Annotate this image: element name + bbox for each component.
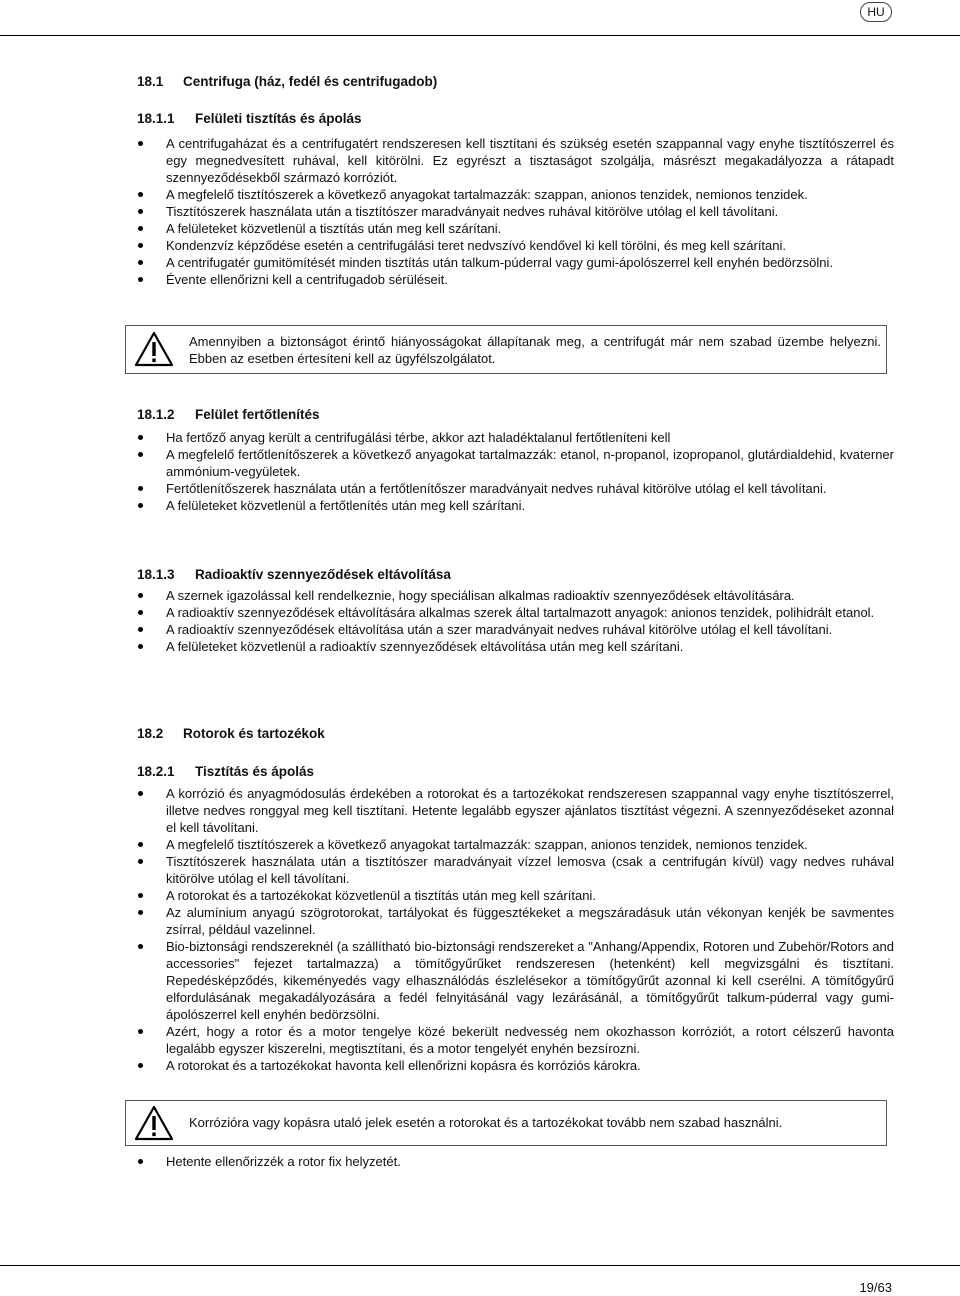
- warning-text: Korrózióra vagy kopásra utaló jelek esetén a rotorokat és a tartozékokat tovább nem szabad használni.: [189, 1115, 783, 1130]
- list-item: A centrifugatér gumitömítését minden tisztítás után talkum-púderral vagy gumi-ápolószerrel kell enyhén bedörzsölni.: [166, 254, 894, 271]
- section-heading-18-2: [137, 725, 325, 742]
- page-number: 19/63: [859, 1280, 892, 1295]
- section-heading-18-1-2: [137, 406, 320, 423]
- section-title: Centrifuga (ház, fedél és centrifugadob): [183, 74, 438, 89]
- list-item: A megfelelő tisztítószerek a következő anyagokat tartalmazzák: szappan, anionos tenzidek, nemionos tenzidek.: [166, 186, 894, 203]
- language-badge: HU: [860, 2, 892, 22]
- section-number: 18.2.1: [137, 764, 175, 779]
- list-item: Hetente ellenőrizzék a rotor fix helyzetét.: [166, 1153, 894, 1170]
- list-item: A centrifugaházat és a centrifugatért rendszeresen kell tisztítani és szükség esetén szappannal vagy enyhe tisztítószerrel és egy megnedvesített ruhával, kell kitörölni. Ez egyrészt a tisztaságot szolgálja, másrészt megakadályozza a rátapadt szennyeződésekből származó korróziót.: [166, 136, 894, 185]
- disinfection-list: [166, 429, 894, 514]
- list-item: Évente ellenőrizni kell a centrifugadob sérüléseit.: [166, 271, 894, 288]
- list-item: A rotorokat és a tartozékokat közvetlenül a tisztítás után meg kell szárítani.: [166, 887, 894, 904]
- section-heading-18-1-1: [137, 110, 362, 127]
- list-item: A megfelelő fertőtlenítőszerek a következő anyagokat tartalmazzák: etanol, n-propanol, izopropanol, glutárdialdehid, kvaterner ammónium-vegyületek.: [166, 447, 894, 479]
- warning-box: [125, 1100, 887, 1146]
- header-rule: [0, 35, 960, 36]
- list-item: Fertőtlenítőszerek használata után a fertőtlenítőszer maradványait nedves ruhával kitörölve utólag el kell távolítani.: [166, 480, 894, 497]
- list-item: Azért, hogy a rotor és a motor tengelye közé bekerült nedvesség nem okozhasson korróziót, a rotort célszerű havonta legalább egyszer kiszerelni, megtisztítani, és a motor tengelyét enyhén bezsírozni.: [166, 1024, 894, 1056]
- warning-box: [125, 325, 887, 374]
- section-heading-18-1-3: [137, 566, 451, 583]
- footer-rule: [0, 1265, 960, 1266]
- list-item: A megfelelő tisztítószerek a következő anyagokat tartalmazzák: szappan, anionos tenzidek, nemionos tenzidek.: [166, 836, 894, 853]
- list-item: Az alumínium anyagú szögrotorokat, tartályokat és függesztékeket a megszáradásuk után vékonyan kenjék be savmentes zsírral, például vazelinnel.: [166, 905, 894, 937]
- radioactive-list: [166, 587, 894, 655]
- section-number: 18.1.2: [137, 407, 175, 422]
- list-item: A korrózió és anyagmódosulás érdekében a rotorokat és a tartozékokat rendszeresen szappannal vagy enyhe tisztítószerrel, illetve nedves ronggyal meg kell tisztítani. Hetente legalább egyszer ajánlatos tisztítást végezni. A szennyeződéseket azonnal el kell távolítani.: [166, 786, 894, 835]
- list-item: Tisztítószerek használata után a tisztítószer maradványait vízzel lemosva (csak a centrifugán kívül) vagy nedves ruhával kitörölve utólag el kell távolítani.: [166, 854, 894, 886]
- section-number: 18.1.1: [137, 111, 175, 126]
- list-item: Bio-biztonsági rendszereknél (a szállítható bio-biztonsági rendszereket a "Anhang/Appendix, Rotoren und Zubehör/Rotors and accessories" fejezet tartalmazza) a tömítőgyűrűket rendszeresen (hetenként) kell megvizsgálni és tisztítani. Repedésképződés, kikeményedés vagy elhasználódás észlelésekor a tömítőgyűrűt azonnal ki kell cserélni. A tömítőgyűrű elfordulásának megakadályozására a fedél felnyitásánál vagy lezárásánál, a tömítőgyűrűt talkum-púderral vagy gumi-ápolószerrel kell enyhén bedörzsölni.: [166, 939, 894, 1022]
- list-item: A szernek igazolással kell rendelkeznie, hogy speciálisan alkalmas radioaktív szennyeződések eltávolítására.: [166, 587, 894, 604]
- warning-icon: [134, 1105, 174, 1141]
- warning-text: Amennyiben a biztonságot érintő hiányosságokat állapítanak meg, a centrifugát már nem szabad üzembe helyezni. Ebben az esetben értesíteni kell az ügyfélszolgálatot.: [189, 334, 881, 366]
- list-item: A felületeket közvetlenül a radioaktív szennyeződések eltávolítása után meg kell szárítani.: [166, 638, 894, 655]
- section-title: Felületi tisztítás és ápolás: [195, 111, 362, 126]
- warning-icon: [134, 331, 174, 367]
- rotor-care-list: [166, 785, 894, 1074]
- section-title: Tisztítás és ápolás: [195, 764, 315, 779]
- section-number: 18.1: [137, 74, 164, 89]
- section-number: 18.2: [137, 726, 164, 741]
- list-item: Tisztítószerek használata után a tisztítószer maradványait nedves ruhával kitörölve utólag el kell távolítani.: [166, 203, 894, 220]
- section-heading-18-2-1: [137, 763, 314, 780]
- list-item: Kondenzvíz képződése esetén a centrifugálási teret nedvszívó kendővel ki kell törölni, és meg kell szárítani.: [166, 237, 894, 254]
- rotor-final-list: [166, 1153, 894, 1170]
- cleaning-list: [166, 135, 894, 288]
- list-item: A radioaktív szennyeződések eltávolítása után a szer maradványait nedves ruhával kitörölve utólag el kell távolítani.: [166, 621, 894, 638]
- section-title: Radioaktív szennyeződések eltávolítása: [195, 567, 451, 582]
- list-item: Ha fertőző anyag került a centrifugálási térbe, akkor azt haladéktalanul fertőtleníteni kell: [166, 429, 894, 446]
- list-item: A felületeket közvetlenül a tisztítás után meg kell szárítani.: [166, 220, 894, 237]
- list-item: A rotorokat és a tartozékokat havonta kell ellenőrizni kopásra és korróziós károkra.: [166, 1057, 894, 1074]
- section-number: 18.1.3: [137, 567, 175, 582]
- list-item: A felületeket közvetlenül a fertőtlenítés után meg kell szárítani.: [166, 497, 894, 514]
- list-item: A radioaktív szennyeződések eltávolítására alkalmas szerek által tartalmazott anyagok: anionos tenzidek, polihidrált etanol.: [166, 604, 894, 621]
- section-title: Rotorok és tartozékok: [183, 726, 325, 741]
- section-heading-18-1: [137, 73, 437, 90]
- section-title: Felület fertőtlenítés: [195, 407, 320, 422]
